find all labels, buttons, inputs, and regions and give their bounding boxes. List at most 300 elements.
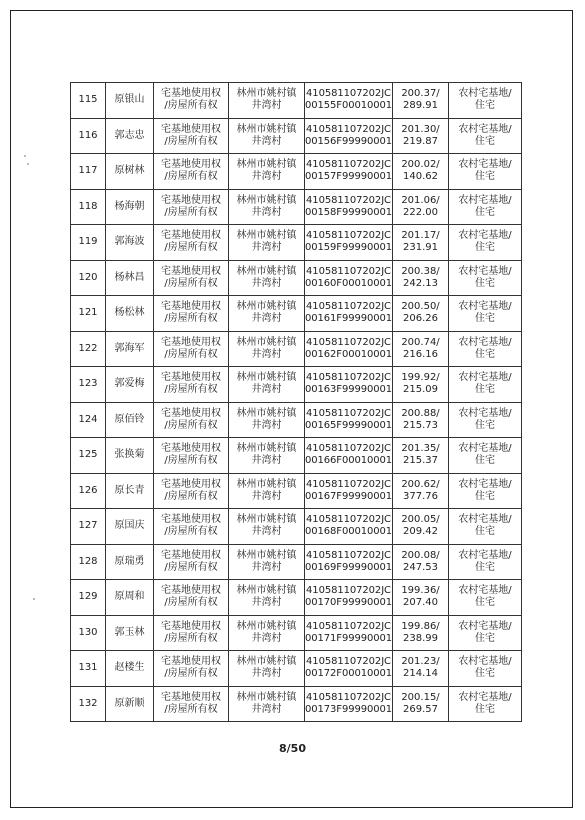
- right-type-line: 宅基地使用权: [161, 301, 221, 313]
- land-use-cell: [449, 189, 522, 225]
- unit-code-line: 410581107202JC: [306, 549, 391, 561]
- location-cell: [229, 296, 305, 332]
- right-type-cell: [154, 580, 229, 616]
- location-line: 井湾村: [251, 632, 282, 644]
- land-use-cell: [449, 296, 522, 332]
- area-line: 269.57: [403, 703, 438, 715]
- location-cell: [229, 438, 305, 474]
- right-type-cell: [154, 225, 229, 261]
- scan-speck: [33, 598, 35, 600]
- owner-name-cell: 原银山: [106, 83, 154, 119]
- land-use-line: 住宅: [475, 100, 495, 112]
- right-type-line: /房屋所有权: [164, 490, 218, 502]
- land-use-line: 农村宅基地/: [458, 478, 512, 490]
- land-use-cell: [449, 260, 522, 296]
- area-line: 200.37/: [401, 88, 440, 100]
- land-use-line: 农村宅基地/: [458, 265, 512, 277]
- right-type-cell: [154, 438, 229, 474]
- unit-code-cell: [305, 189, 393, 225]
- unit-code-line: 00160F00010001: [305, 277, 393, 289]
- unit-code-line: 410581107202JC: [306, 336, 391, 348]
- area-line: 215.37: [403, 455, 438, 467]
- land-use-line: 住宅: [475, 419, 495, 431]
- area-cell: [393, 615, 449, 651]
- location-line: 林州市姚村镇: [236, 656, 297, 668]
- right-type-line: /房屋所有权: [164, 668, 218, 680]
- area-line: 201.17/: [401, 230, 440, 242]
- land-use-line: 住宅: [475, 135, 495, 147]
- location-line: 林州市姚村镇: [236, 407, 297, 419]
- right-type-line: 宅基地使用权: [161, 159, 221, 171]
- right-type-line: /房屋所有权: [164, 348, 218, 360]
- unit-code-line: 410581107202JC: [306, 123, 391, 135]
- right-type-cell: [154, 260, 229, 296]
- registration-table: [70, 82, 522, 722]
- land-use-line: 农村宅基地/: [458, 159, 512, 171]
- unit-code-line: 410581107202JC: [306, 443, 391, 455]
- right-type-line: /房屋所有权: [164, 384, 218, 396]
- right-type-line: 宅基地使用权: [161, 123, 221, 135]
- unit-code-line: 00173F99990001: [305, 703, 393, 715]
- table-row: [71, 509, 522, 545]
- land-use-cell: [449, 331, 522, 367]
- location-cell: [229, 225, 305, 261]
- land-use-cell: [449, 615, 522, 651]
- location-line: 井湾村: [251, 135, 282, 147]
- unit-code-line: 00161F99990001: [305, 313, 393, 325]
- owner-name-cell: 杨海朝: [106, 189, 154, 225]
- unit-code-line: 00167F99990001: [305, 490, 393, 502]
- scan-speck: [24, 155, 26, 157]
- land-use-line: 农村宅基地/: [458, 656, 512, 668]
- right-type-line: 宅基地使用权: [161, 407, 221, 419]
- owner-name-cell: 张换菊: [106, 438, 154, 474]
- right-type-cell: [154, 331, 229, 367]
- owner-name-cell: 赵楼生: [106, 651, 154, 687]
- right-type-line: 宅基地使用权: [161, 478, 221, 490]
- location-cell: [229, 154, 305, 190]
- table-row: [71, 83, 522, 119]
- location-line: 井湾村: [251, 561, 282, 573]
- owner-name-cell: 原树林: [106, 154, 154, 190]
- row-number-cell: 119: [71, 225, 106, 261]
- area-line: 206.26: [403, 313, 438, 325]
- location-line: 井湾村: [251, 277, 282, 289]
- row-number-cell: 115: [71, 83, 106, 119]
- unit-code-cell: [305, 544, 393, 580]
- location-cell: [229, 189, 305, 225]
- owner-name-cell: 郭海军: [106, 331, 154, 367]
- location-line: 井湾村: [251, 455, 282, 467]
- right-type-cell: [154, 615, 229, 651]
- right-type-cell: [154, 509, 229, 545]
- right-type-line: 宅基地使用权: [161, 620, 221, 632]
- row-number-cell: 117: [71, 154, 106, 190]
- land-use-cell: [449, 402, 522, 438]
- right-type-cell: [154, 473, 229, 509]
- unit-code-line: 00169F99990001: [305, 561, 393, 573]
- unit-code-line: 410581107202JC: [306, 301, 391, 313]
- unit-code-cell: [305, 509, 393, 545]
- area-cell: [393, 473, 449, 509]
- table-row: [71, 580, 522, 616]
- unit-code-line: 00165F99990001: [305, 419, 393, 431]
- location-line: 井湾村: [251, 242, 282, 254]
- land-use-cell: [449, 118, 522, 154]
- row-number-cell: 121: [71, 296, 106, 332]
- area-line: 200.08/: [401, 549, 440, 561]
- location-line: 林州市姚村镇: [236, 691, 297, 703]
- land-use-line: 农村宅基地/: [458, 123, 512, 135]
- location-line: 林州市姚村镇: [236, 336, 297, 348]
- area-line: 201.35/: [401, 443, 440, 455]
- location-cell: [229, 402, 305, 438]
- location-line: 林州市姚村镇: [236, 620, 297, 632]
- row-number-cell: 127: [71, 509, 106, 545]
- table-row: [71, 402, 522, 438]
- area-cell: [393, 651, 449, 687]
- right-type-line: /房屋所有权: [164, 561, 218, 573]
- location-line: 林州市姚村镇: [236, 194, 297, 206]
- location-line: 井湾村: [251, 171, 282, 183]
- table-row: [71, 225, 522, 261]
- land-use-line: 住宅: [475, 526, 495, 538]
- location-cell: [229, 509, 305, 545]
- area-line: 214.14: [403, 668, 438, 680]
- right-type-line: /房屋所有权: [164, 171, 218, 183]
- land-use-line: 住宅: [475, 703, 495, 715]
- unit-code-cell: [305, 686, 393, 722]
- unit-code-cell: [305, 367, 393, 403]
- right-type-line: /房屋所有权: [164, 313, 218, 325]
- row-number-cell: 122: [71, 331, 106, 367]
- owner-name-cell: 原新顺: [106, 686, 154, 722]
- location-cell: [229, 260, 305, 296]
- land-use-cell: [449, 367, 522, 403]
- right-type-line: /房屋所有权: [164, 206, 218, 218]
- page-number: 8/50: [279, 742, 306, 755]
- land-use-line: 农村宅基地/: [458, 88, 512, 100]
- unit-code-line: 00170F99990001: [305, 597, 393, 609]
- table-row: [71, 260, 522, 296]
- unit-code-line: 00162F00010001: [305, 348, 393, 360]
- right-type-line: 宅基地使用权: [161, 265, 221, 277]
- area-line: 209.42: [403, 526, 438, 538]
- unit-code-line: 410581107202JC: [306, 585, 391, 597]
- unit-code-line: 410581107202JC: [306, 372, 391, 384]
- land-use-line: 农村宅基地/: [458, 620, 512, 632]
- row-number-cell: 130: [71, 615, 106, 651]
- unit-code-line: 410581107202JC: [306, 691, 391, 703]
- owner-name-cell: 杨林昌: [106, 260, 154, 296]
- unit-code-line: 00156F99990001: [305, 135, 393, 147]
- owner-name-cell: 杨松林: [106, 296, 154, 332]
- row-number-cell: 132: [71, 686, 106, 722]
- row-number-cell: 120: [71, 260, 106, 296]
- land-use-line: 农村宅基地/: [458, 549, 512, 561]
- area-line: 222.00: [403, 206, 438, 218]
- owner-name-cell: 原佰铃: [106, 402, 154, 438]
- land-use-cell: [449, 154, 522, 190]
- row-number-cell: 131: [71, 651, 106, 687]
- land-use-line: 住宅: [475, 348, 495, 360]
- right-type-line: /房屋所有权: [164, 135, 218, 147]
- right-type-cell: [154, 402, 229, 438]
- land-use-line: 农村宅基地/: [458, 407, 512, 419]
- unit-code-cell: [305, 438, 393, 474]
- land-use-line: 住宅: [475, 455, 495, 467]
- row-number-cell: 129: [71, 580, 106, 616]
- land-use-line: 农村宅基地/: [458, 691, 512, 703]
- right-type-line: /房屋所有权: [164, 100, 218, 112]
- right-type-line: 宅基地使用权: [161, 372, 221, 384]
- right-type-line: 宅基地使用权: [161, 514, 221, 526]
- area-cell: [393, 260, 449, 296]
- land-use-line: 住宅: [475, 384, 495, 396]
- unit-code-line: 00157F99990001: [305, 171, 393, 183]
- land-use-line: 农村宅基地/: [458, 194, 512, 206]
- area-line: 215.73: [403, 419, 438, 431]
- location-line: 林州市姚村镇: [236, 301, 297, 313]
- unit-code-cell: [305, 83, 393, 119]
- location-line: 林州市姚村镇: [236, 159, 297, 171]
- unit-code-line: 410581107202JC: [306, 88, 391, 100]
- land-use-line: 农村宅基地/: [458, 336, 512, 348]
- right-type-line: /房屋所有权: [164, 277, 218, 289]
- row-number-cell: 125: [71, 438, 106, 474]
- area-line: 289.91: [403, 100, 438, 112]
- area-line: 140.62: [403, 171, 438, 183]
- land-use-line: 住宅: [475, 632, 495, 644]
- land-use-cell: [449, 438, 522, 474]
- unit-code-cell: [305, 260, 393, 296]
- right-type-line: 宅基地使用权: [161, 88, 221, 100]
- area-line: 215.09: [403, 384, 438, 396]
- row-number-cell: 128: [71, 544, 106, 580]
- location-cell: [229, 686, 305, 722]
- owner-name-cell: 原周和: [106, 580, 154, 616]
- table-row: [71, 331, 522, 367]
- area-cell: [393, 686, 449, 722]
- right-type-cell: [154, 154, 229, 190]
- land-use-line: 农村宅基地/: [458, 230, 512, 242]
- unit-code-line: 00171F99990001: [305, 632, 393, 644]
- land-use-cell: [449, 509, 522, 545]
- unit-code-line: 00172F00010001: [305, 668, 393, 680]
- table-row: [71, 189, 522, 225]
- area-line: 238.99: [403, 632, 438, 644]
- owner-name-cell: 郭志忠: [106, 118, 154, 154]
- area-cell: [393, 544, 449, 580]
- registration-table-body: [71, 83, 522, 722]
- location-line: 林州市姚村镇: [236, 230, 297, 242]
- land-use-cell: [449, 580, 522, 616]
- right-type-cell: [154, 189, 229, 225]
- land-use-line: 农村宅基地/: [458, 585, 512, 597]
- unit-code-line: 00155F00010001: [305, 100, 393, 112]
- land-use-cell: [449, 686, 522, 722]
- location-line: 林州市姚村镇: [236, 478, 297, 490]
- location-line: 井湾村: [251, 348, 282, 360]
- area-cell: [393, 189, 449, 225]
- unit-code-line: 410581107202JC: [306, 194, 391, 206]
- row-number-cell: 116: [71, 118, 106, 154]
- right-type-line: 宅基地使用权: [161, 443, 221, 455]
- unit-code-cell: [305, 615, 393, 651]
- unit-code-cell: [305, 154, 393, 190]
- area-cell: [393, 225, 449, 261]
- location-line: 林州市姚村镇: [236, 88, 297, 100]
- area-cell: [393, 83, 449, 119]
- location-line: 林州市姚村镇: [236, 372, 297, 384]
- area-cell: [393, 580, 449, 616]
- area-line: 201.06/: [401, 194, 440, 206]
- area-cell: [393, 367, 449, 403]
- land-use-line: 住宅: [475, 597, 495, 609]
- area-line: 377.76: [403, 490, 438, 502]
- location-line: 林州市姚村镇: [236, 265, 297, 277]
- unit-code-line: 410581107202JC: [306, 514, 391, 526]
- location-line: 井湾村: [251, 100, 282, 112]
- land-use-cell: [449, 473, 522, 509]
- land-use-line: 住宅: [475, 206, 495, 218]
- land-use-cell: [449, 544, 522, 580]
- area-line: 201.30/: [401, 123, 440, 135]
- unit-code-line: 00168F00010001: [305, 526, 393, 538]
- unit-code-cell: [305, 580, 393, 616]
- land-use-cell: [449, 225, 522, 261]
- table-row: [71, 367, 522, 403]
- area-cell: [393, 509, 449, 545]
- unit-code-line: 410581107202JC: [306, 159, 391, 171]
- location-cell: [229, 651, 305, 687]
- land-use-line: 住宅: [475, 277, 495, 289]
- land-use-line: 农村宅基地/: [458, 301, 512, 313]
- unit-code-line: 00166F00010001: [305, 455, 393, 467]
- location-line: 井湾村: [251, 384, 282, 396]
- scan-speck: [27, 163, 29, 165]
- area-line: 199.36/: [401, 585, 440, 597]
- owner-name-cell: 原国庆: [106, 509, 154, 545]
- right-type-line: /房屋所有权: [164, 455, 218, 467]
- unit-code-line: 00163F99990001: [305, 384, 393, 396]
- table-row: [71, 651, 522, 687]
- unit-code-line: 410581107202JC: [306, 230, 391, 242]
- location-line: 林州市姚村镇: [236, 585, 297, 597]
- area-line: 247.53: [403, 561, 438, 573]
- unit-code-line: 410581107202JC: [306, 407, 391, 419]
- area-line: 199.92/: [401, 372, 440, 384]
- location-cell: [229, 615, 305, 651]
- area-cell: [393, 118, 449, 154]
- area-line: 200.62/: [401, 478, 440, 490]
- area-cell: [393, 438, 449, 474]
- right-type-line: 宅基地使用权: [161, 194, 221, 206]
- table-row: [71, 615, 522, 651]
- right-type-cell: [154, 651, 229, 687]
- unit-code-cell: [305, 651, 393, 687]
- area-line: 216.16: [403, 348, 438, 360]
- unit-code-line: 410581107202JC: [306, 620, 391, 632]
- right-type-cell: [154, 686, 229, 722]
- right-type-line: /房屋所有权: [164, 526, 218, 538]
- land-use-line: 住宅: [475, 171, 495, 183]
- right-type-cell: [154, 544, 229, 580]
- location-line: 井湾村: [251, 206, 282, 218]
- area-line: 200.88/: [401, 407, 440, 419]
- area-line: 200.15/: [401, 691, 440, 703]
- table-row: [71, 438, 522, 474]
- right-type-cell: [154, 367, 229, 403]
- right-type-cell: [154, 118, 229, 154]
- location-line: 林州市姚村镇: [236, 549, 297, 561]
- unit-code-line: 410581107202JC: [306, 656, 391, 668]
- location-line: 林州市姚村镇: [236, 443, 297, 455]
- area-line: 201.23/: [401, 656, 440, 668]
- owner-name-cell: 郭海波: [106, 225, 154, 261]
- owner-name-cell: 原长青: [106, 473, 154, 509]
- unit-code-cell: [305, 118, 393, 154]
- location-cell: [229, 473, 305, 509]
- area-line: 231.91: [403, 242, 438, 254]
- unit-code-line: 00158F99990001: [305, 206, 393, 218]
- land-use-line: 住宅: [475, 668, 495, 680]
- area-cell: [393, 402, 449, 438]
- table-row: [71, 296, 522, 332]
- right-type-line: 宅基地使用权: [161, 585, 221, 597]
- location-line: 井湾村: [251, 597, 282, 609]
- area-line: 242.13: [403, 277, 438, 289]
- land-use-cell: [449, 651, 522, 687]
- location-line: 井湾村: [251, 490, 282, 502]
- right-type-line: 宅基地使用权: [161, 656, 221, 668]
- location-line: 井湾村: [251, 526, 282, 538]
- area-cell: [393, 154, 449, 190]
- area-line: 199.86/: [401, 620, 440, 632]
- owner-name-cell: 原瑞勇: [106, 544, 154, 580]
- location-line: 井湾村: [251, 703, 282, 715]
- area-line: 200.02/: [401, 159, 440, 171]
- location-cell: [229, 331, 305, 367]
- row-number-cell: 118: [71, 189, 106, 225]
- area-line: 200.05/: [401, 514, 440, 526]
- land-use-line: 住宅: [475, 313, 495, 325]
- area-line: 200.38/: [401, 265, 440, 277]
- unit-code-line: 410581107202JC: [306, 265, 391, 277]
- unit-code-cell: [305, 296, 393, 332]
- right-type-line: 宅基地使用权: [161, 549, 221, 561]
- owner-name-cell: 郭玉林: [106, 615, 154, 651]
- right-type-cell: [154, 296, 229, 332]
- unit-code-cell: [305, 473, 393, 509]
- location-line: 林州市姚村镇: [236, 123, 297, 135]
- land-use-line: 住宅: [475, 242, 495, 254]
- right-type-line: 宅基地使用权: [161, 336, 221, 348]
- right-type-line: 宅基地使用权: [161, 691, 221, 703]
- area-line: 200.50/: [401, 301, 440, 313]
- location-line: 井湾村: [251, 313, 282, 325]
- land-use-line: 住宅: [475, 490, 495, 502]
- row-number-cell: 123: [71, 367, 106, 403]
- land-use-cell: [449, 83, 522, 119]
- table-row: [71, 154, 522, 190]
- area-cell: [393, 331, 449, 367]
- location-line: 井湾村: [251, 668, 282, 680]
- right-type-line: /房屋所有权: [164, 242, 218, 254]
- row-number-cell: 124: [71, 402, 106, 438]
- land-use-line: 住宅: [475, 561, 495, 573]
- land-use-line: 农村宅基地/: [458, 443, 512, 455]
